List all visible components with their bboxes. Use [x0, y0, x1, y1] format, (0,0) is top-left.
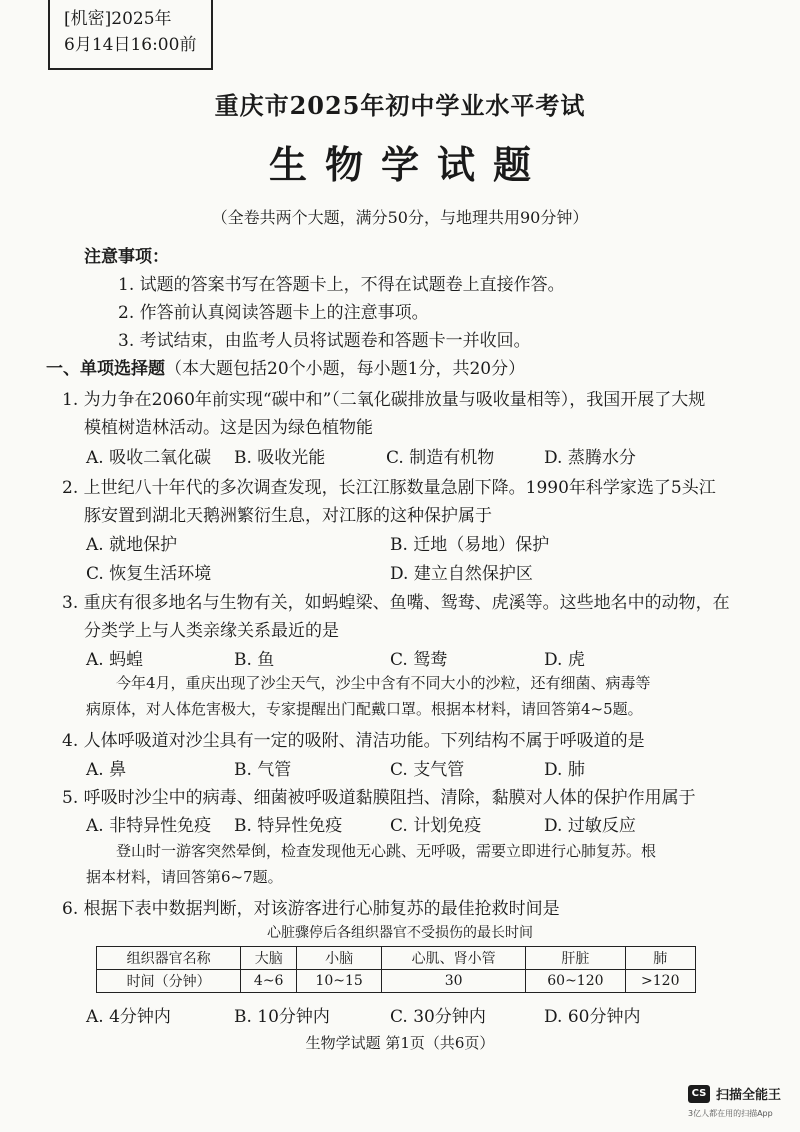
material-1-line-1: 今年4月，重庆出现了沙尘天气，沙尘中含有不同大小的沙粒，还有细菌、病毒等: [116, 674, 651, 692]
q3-stem-line-2: 分类学上与人类亲缘关系最近的是: [84, 621, 339, 641]
q3-option-d: D. 虎: [544, 650, 585, 670]
q1-option-d: D. 蒸腾水分: [544, 448, 636, 468]
q5-option-c: C. 计划免疫: [390, 816, 482, 836]
q4-option-d: D. 肺: [544, 760, 585, 780]
q1-stem-line-1: 1. 为力争在2060年前实现“碳中和”（二氧化碳排放量与吸收量相等），我国开展了大规: [62, 390, 706, 410]
q5-option-b: B. 特异性免疫: [234, 816, 343, 836]
q1-stem-line-2: 模植树造林活动。这是因为绿色植物能: [84, 418, 373, 438]
material-2-line-2: 据本材料，请回答第6~7题。: [86, 868, 283, 886]
q1-option-c: C. 制造有机物: [386, 448, 495, 468]
q6-option-a: A. 4分钟内: [86, 1007, 171, 1027]
table-row: [97, 970, 696, 993]
table-cell: 60~120: [526, 970, 625, 993]
notes-heading: 注意事项：: [84, 247, 169, 267]
table-header-cell: 组织器官名称: [97, 947, 241, 970]
scanner-app-name: 扫描全能王: [716, 1088, 782, 1103]
section-note: （本大题包括20个小题，每小题1分，共20分）: [165, 359, 526, 379]
section-title: 一、单项选择题: [46, 359, 165, 379]
subject-title: 生物学试题: [268, 142, 549, 187]
table-header-cell: 肝脏: [526, 947, 625, 970]
q4-option-b: B. 气管: [234, 760, 292, 780]
q4-option-c: C. 支气管: [390, 760, 465, 780]
table-cell: 30: [382, 970, 526, 993]
q5-option-a: A. 非特异性免疫: [86, 816, 212, 836]
organ-damage-table: [96, 946, 696, 993]
exam-title: 重庆市2025年初中学业水平考试: [214, 91, 586, 120]
q3-option-c: C. 鸳鸯: [390, 650, 448, 670]
table-caption: 心脏骤停后各组织器官不受损伤的最长时间: [267, 925, 533, 941]
scanner-logo-icon: CS: [688, 1085, 710, 1103]
table-header-cell: 心肌、肾小管: [382, 947, 526, 970]
q2-option-c: C. 恢复生活环境: [86, 564, 212, 584]
table-header-cell: 小脑: [297, 947, 382, 970]
q4-stem: 4. 人体呼吸道对沙尘具有一定的吸附、清洁功能。下列结构不属于呼吸道的是: [62, 731, 645, 751]
section-heading: [46, 354, 525, 379]
confidential-line-1: [机密]2025年: [64, 9, 172, 29]
q5-option-d: D. 过敏反应: [544, 816, 636, 836]
q3-option-b: B. 鱼: [234, 650, 275, 670]
q1-option-b: B. 吸收光能: [234, 448, 326, 468]
q2-option-d: D. 建立自然保护区: [390, 564, 533, 584]
exam-subtitle: （全卷共两个大题，满分50分，与地理共用90分钟）: [211, 208, 589, 227]
note-item-2: 2. 作答前认真阅读答题卡上的注意事项。: [118, 303, 429, 323]
page-footer: 生物学试题 第1页（共6页）: [305, 1034, 495, 1052]
confidential-line-2: 6月14日16:00前: [64, 35, 197, 55]
table-cell: 4~6: [241, 970, 297, 993]
material-1-line-2: 病原体，对人体危害极大，专家提醒出门配戴口罩。根据本材料，请回答第4~5题。: [86, 700, 643, 718]
material-2-line-1: 登山时一游客突然晕倒，检查发现他无心跳、无呼吸，需要立即进行心肺复苏。根: [116, 842, 657, 860]
q4-option-a: A. 鼻: [86, 760, 127, 780]
table-cell: 10~15: [297, 970, 382, 993]
q5-stem: 5. 呼吸时沙尘中的病毒、细菌被呼吸道黏膜阻挡、清除，黏膜对人体的保护作用属于: [62, 788, 696, 808]
note-item-1: 1. 试题的答案书写在答题卡上，不得在试题卷上直接作答。: [118, 275, 565, 295]
table-cell: >120: [625, 970, 695, 993]
q2-stem-line-2: 豚安置到湖北天鹅洲繁衍生息，对江豚的这种保护属于: [84, 506, 492, 526]
q6-option-c: C. 30分钟内: [390, 1007, 486, 1027]
table-cell: 时间（分钟）: [97, 970, 241, 993]
q6-option-b: B. 10分钟内: [234, 1007, 330, 1027]
note-item-3: 3. 考试结束，由监考人员将试题卷和答题卡一并收回。: [118, 331, 531, 351]
table-header-row: [97, 947, 696, 970]
q2-option-a: A. 就地保护: [86, 535, 178, 555]
scanner-tagline: 3亿人都在用的扫描App: [688, 1109, 773, 1118]
q2-option-b: B. 迁地（易地）保护: [390, 535, 550, 555]
q6-stem: 6. 根据下表中数据判断，对该游客进行心肺复苏的最佳抢救时间是: [62, 899, 560, 919]
q1-option-a: A. 吸收二氧化碳: [86, 448, 212, 468]
q6-option-d: D. 60分钟内: [544, 1007, 641, 1027]
table-header-cell: 肺: [625, 947, 695, 970]
table-header-cell: 大脑: [241, 947, 297, 970]
q3-option-a: A. 蚂蝗: [86, 650, 144, 670]
q3-stem-line-1: 3. 重庆有很多地名与生物有关，如蚂蝗梁、鱼嘴、鸳鸯、虎溪等。这些地名中的动物，在: [62, 593, 730, 613]
confidential-stamp-box: [48, 0, 213, 70]
q2-stem-line-1: 2. 上世纪八十年代的多次调查发现，长江江豚数量急剧下降。1990年科学家选了5头江: [62, 478, 716, 498]
